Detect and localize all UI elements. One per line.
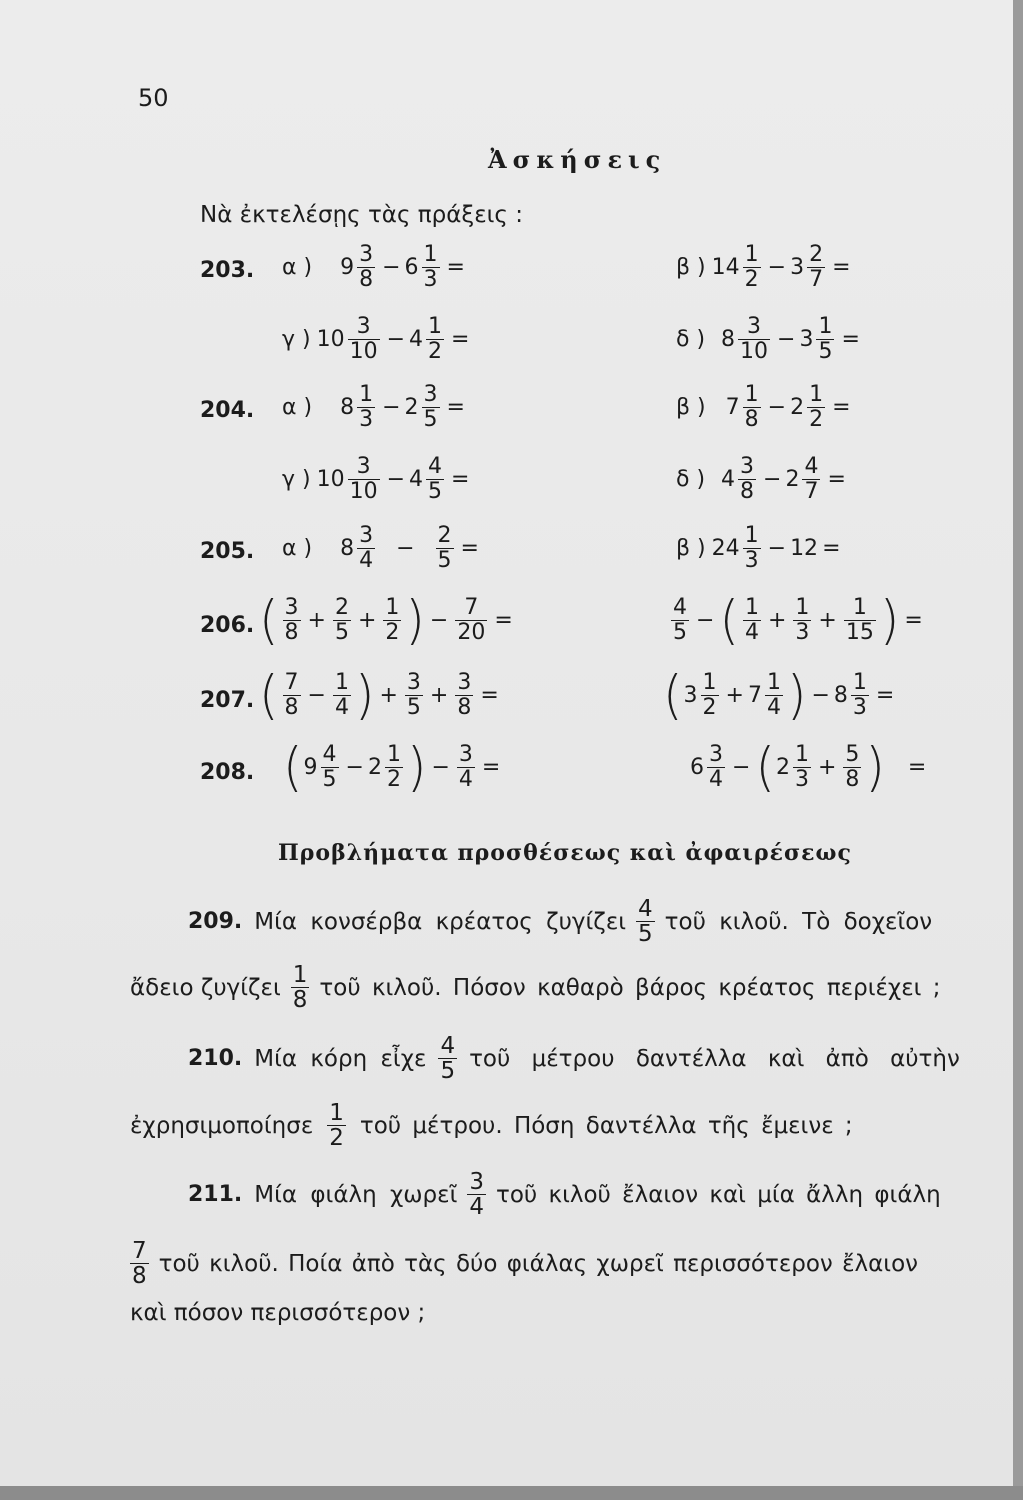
- operator: −: [763, 467, 782, 492]
- numerator: 4: [638, 896, 653, 922]
- exercise-number: 207.: [200, 688, 255, 713]
- operator: −: [382, 255, 401, 280]
- denominator: 15: [845, 619, 874, 645]
- operator: +: [817, 754, 837, 780]
- whole: 24: [711, 536, 740, 561]
- fraction: [130, 1239, 149, 1288]
- exercise-204-d: [676, 455, 850, 504]
- numerator: 7: [284, 669, 299, 695]
- fraction: [844, 596, 876, 645]
- equals-sign: =: [841, 327, 860, 352]
- fraction: [383, 596, 401, 645]
- problem-text: ἄδειο ζυγίζει: [130, 974, 281, 1001]
- operator: +: [725, 682, 744, 708]
- denominator: 5: [334, 619, 349, 645]
- denominator: 20: [457, 619, 486, 645]
- fraction: [405, 671, 423, 720]
- equals-sign: =: [875, 682, 895, 708]
- exercise-208-a: [282, 736, 504, 798]
- problem-text: τοῦ μέτρου. Πόση δαντέλλα τῆς ἔμεινε ;: [359, 1112, 853, 1139]
- numerator: 3: [457, 669, 472, 695]
- problems-title: Προβλήματα προσθέσεως καὶ ἀφαιρέσεως: [278, 840, 852, 866]
- equals-sign: =: [451, 327, 470, 352]
- numerator: 1: [852, 669, 867, 695]
- denominator: 8: [457, 694, 472, 720]
- numerator: 3: [359, 523, 374, 548]
- numerator: 1: [744, 242, 759, 267]
- numerator: 1: [766, 669, 781, 695]
- fraction: [802, 455, 820, 504]
- whole: 8: [833, 682, 848, 708]
- denominator: 3: [852, 694, 867, 720]
- fraction: [793, 596, 811, 645]
- denominator: 8: [845, 766, 860, 792]
- fraction: [738, 315, 770, 364]
- left-paren: (: [719, 589, 739, 651]
- denominator: 5: [638, 921, 653, 947]
- fraction: [807, 383, 825, 432]
- numerator: 3: [356, 314, 371, 339]
- problem-209-line-2: [130, 963, 940, 1012]
- whole: 4: [409, 327, 424, 352]
- denominator: 2: [329, 1125, 344, 1151]
- right-paren: ): [865, 736, 885, 798]
- operator: −: [396, 536, 415, 561]
- whole: 6: [404, 255, 419, 280]
- denominator: 3: [423, 267, 438, 292]
- part-label: γ ): [282, 467, 311, 492]
- fraction: [422, 243, 440, 292]
- fraction: [438, 1034, 457, 1083]
- fraction: [816, 315, 834, 364]
- operator: +: [429, 682, 449, 708]
- page-number: 50: [138, 84, 169, 112]
- operator: −: [386, 327, 406, 352]
- denominator: 7: [809, 267, 824, 292]
- numerator: 2: [334, 594, 349, 620]
- fraction: [422, 383, 440, 432]
- numerator: 4: [804, 454, 819, 479]
- problem-210-line-1: [188, 1034, 960, 1083]
- exercise-203-c: [282, 315, 473, 364]
- equals-sign: =: [494, 607, 513, 633]
- denominator: 5: [818, 339, 833, 364]
- problem-text: Μία κονσέρβα κρέατος ζυγίζει: [254, 908, 627, 935]
- equals-sign: =: [451, 467, 470, 492]
- exercise-number: 208.: [200, 760, 255, 785]
- fraction: [385, 743, 403, 792]
- denominator: 2: [386, 766, 401, 792]
- operator: −: [767, 395, 787, 420]
- exercise-203-a: [282, 243, 469, 292]
- numerator: 5: [845, 741, 860, 767]
- numerator: 1: [428, 314, 443, 339]
- fraction: [357, 383, 375, 432]
- fraction: [743, 243, 761, 292]
- problem-text: τοῦ κιλοῦ. Πόσον καθαρὸ βάρος κρέατος περιέχει ;: [319, 974, 941, 1001]
- fraction: [291, 963, 310, 1012]
- denominator: 5: [673, 619, 687, 645]
- fraction: [738, 455, 756, 504]
- fraction: [707, 743, 725, 792]
- right-paren: ): [879, 589, 900, 651]
- exercise-number: 206.: [200, 613, 255, 638]
- denominator: 4: [766, 694, 781, 720]
- numerator: 1: [702, 669, 717, 695]
- problem-number: 211.: [188, 1182, 243, 1207]
- denominator: 3: [795, 619, 810, 645]
- fraction: [743, 596, 761, 645]
- exercise-206-b: [668, 589, 927, 651]
- numerator: 4: [440, 1033, 456, 1059]
- fraction: [807, 243, 825, 292]
- fraction: [743, 524, 761, 573]
- numerator: 1: [818, 314, 833, 339]
- equals-sign: =: [904, 607, 923, 633]
- problem-text: Μία κόρη εἶχε: [254, 1045, 427, 1072]
- fraction: [743, 383, 761, 432]
- fraction: [333, 596, 351, 645]
- problem-text: τοῦ μέτρου δαντέλλα καὶ ἀπὸ αὐτὴν: [469, 1045, 960, 1072]
- denominator: 5: [406, 694, 421, 720]
- denominator: 8: [740, 479, 755, 504]
- whole: 8: [721, 327, 736, 352]
- whole: 7: [747, 682, 762, 708]
- denominator: 2: [744, 267, 759, 292]
- fraction: [348, 315, 380, 364]
- fraction: [636, 897, 655, 946]
- whole: 3: [799, 327, 814, 352]
- numerator: 3: [423, 382, 438, 407]
- numerator: 1: [852, 594, 867, 620]
- operator: −: [767, 255, 787, 280]
- operator: +: [818, 607, 837, 633]
- fraction: [851, 671, 869, 720]
- exercise-206-a: [258, 589, 517, 651]
- denominator: 4: [334, 694, 349, 720]
- operator: +: [379, 682, 398, 708]
- whole: 4: [721, 467, 736, 492]
- equals-sign: =: [822, 536, 841, 561]
- exercise-number: 204.: [200, 398, 255, 423]
- operator: −: [767, 536, 787, 561]
- numerator: 2: [437, 523, 452, 548]
- fraction: [348, 455, 380, 504]
- numerator: 1: [809, 382, 824, 407]
- fraction: [793, 743, 811, 792]
- whole: 14: [711, 255, 740, 280]
- whole: 8: [340, 536, 355, 561]
- exercise-203-d: [676, 315, 864, 364]
- whole: 2: [775, 754, 790, 780]
- left-paren: (: [259, 664, 279, 726]
- numerator: 1: [329, 1100, 344, 1126]
- scan-edge-bottom: [0, 1486, 1023, 1500]
- part-label: α ): [282, 536, 313, 561]
- numerator: 1: [334, 669, 349, 695]
- equals-sign: =: [480, 682, 499, 708]
- whole: 3: [683, 682, 698, 708]
- left-paren: (: [259, 589, 279, 651]
- operator: −: [429, 607, 449, 633]
- denominator: 5: [440, 1058, 456, 1084]
- denominator: 3: [744, 548, 759, 573]
- right-paren: ): [354, 664, 375, 726]
- denominator: 8: [284, 619, 299, 645]
- numerator: 1: [744, 382, 759, 407]
- numerator: 1: [794, 741, 809, 767]
- denominator: 4: [709, 766, 723, 792]
- fraction: [671, 596, 689, 645]
- fraction: [843, 743, 861, 792]
- denominator: 2: [809, 407, 824, 432]
- operator: −: [386, 467, 406, 492]
- operator: −: [307, 682, 326, 708]
- fraction: [455, 671, 473, 720]
- problem-211-line-3: καὶ πόσον περισσότερον ;: [130, 1300, 426, 1326]
- part-label: δ ): [676, 467, 706, 492]
- denominator: 3: [794, 766, 809, 792]
- fraction: [426, 455, 444, 504]
- operator: +: [307, 607, 326, 633]
- exercise-204-c: [282, 455, 473, 504]
- whole: 7: [725, 395, 740, 420]
- exercise-207-b: [662, 664, 898, 726]
- numerator: 3: [458, 741, 473, 767]
- exercise-207-a: [258, 664, 503, 726]
- fraction: [701, 671, 719, 720]
- fraction: [327, 1101, 346, 1150]
- denominator: 8: [744, 407, 759, 432]
- numerator: 3: [747, 314, 762, 339]
- right-paren: ): [406, 736, 427, 798]
- exercise-204-a: [282, 383, 469, 432]
- denominator: 4: [744, 619, 759, 645]
- right-paren: ): [405, 589, 425, 651]
- exercise-203-b: [676, 243, 855, 292]
- scan-edge-right: [1013, 0, 1023, 1500]
- problem-text: Μία φιάλη χωρεῖ: [254, 1181, 458, 1208]
- denominator: 2: [385, 619, 400, 645]
- operator: −: [696, 607, 715, 633]
- problem-number: 209.: [188, 909, 243, 934]
- operator: +: [767, 607, 787, 633]
- problem-211-line-1: [188, 1170, 941, 1219]
- numerator: 1: [385, 594, 400, 620]
- numerator: 4: [322, 741, 337, 767]
- fraction: [457, 743, 475, 792]
- equals-sign: =: [481, 754, 501, 780]
- numerator: 3: [406, 669, 421, 695]
- fraction: [357, 524, 375, 573]
- denominator: 5: [428, 479, 443, 504]
- fraction: [283, 671, 301, 720]
- problem-text: τοῦ κιλοῦ. Ποία ἀπὸ τὰς δύο φιάλας χωρεῖ περισσότερον ἔλαιον: [158, 1250, 918, 1277]
- numerator: 1: [386, 741, 401, 767]
- whole: 6: [690, 754, 704, 780]
- operator: −: [382, 395, 401, 420]
- numerator: 1: [744, 594, 759, 620]
- whole: 9: [340, 255, 355, 280]
- whole: 2: [367, 754, 382, 780]
- whole: 9: [303, 754, 318, 780]
- equals-sign: =: [827, 467, 846, 492]
- operator: −: [777, 327, 796, 352]
- denominator: 3: [359, 407, 374, 432]
- denominator: 4: [359, 548, 374, 573]
- problem-211-line-2: [130, 1239, 918, 1288]
- denominator: 10: [740, 339, 769, 364]
- whole: 2: [790, 395, 805, 420]
- problem-number: 210.: [188, 1046, 243, 1071]
- part-label: δ ): [676, 327, 706, 352]
- operator: −: [345, 754, 364, 780]
- numerator: 1: [292, 962, 308, 988]
- numerator: 1: [795, 594, 810, 620]
- exercise-208-b: [690, 736, 930, 798]
- left-paren: (: [755, 736, 775, 798]
- denominator: 10: [349, 479, 378, 504]
- numerator: 3: [709, 741, 723, 767]
- operator: −: [431, 754, 450, 780]
- numerator: 1: [359, 382, 374, 407]
- whole: 3: [790, 255, 805, 280]
- numerator: 1: [423, 242, 438, 267]
- operator: −: [732, 754, 751, 780]
- problem-209-line-1: [188, 897, 932, 946]
- whole: 10: [316, 467, 345, 492]
- numerator: 4: [673, 594, 687, 620]
- exercise-205-b: [676, 524, 845, 573]
- exercise-205-a: [282, 524, 483, 573]
- whole: 4: [409, 467, 424, 492]
- fraction: [467, 1170, 486, 1219]
- left-paren: (: [283, 736, 303, 798]
- section-title: Ἀσκήσεις: [488, 145, 667, 174]
- fraction: [283, 596, 301, 645]
- numerator: 3: [284, 594, 299, 620]
- whole: 10: [316, 327, 345, 352]
- equals-sign: =: [832, 395, 851, 420]
- fraction: [765, 671, 783, 720]
- whole: 12: [790, 536, 819, 561]
- denominator: 8: [359, 267, 374, 292]
- whole: 2: [404, 395, 419, 420]
- fraction: [357, 243, 375, 292]
- denominator: 2: [428, 339, 443, 364]
- numerator: 7: [132, 1238, 147, 1264]
- denominator: 5: [322, 766, 337, 792]
- numerator: 3: [356, 454, 371, 479]
- numerator: 3: [359, 242, 374, 267]
- denominator: 8: [284, 694, 299, 720]
- problem-text: ἐχρησιμοποίησε: [130, 1112, 314, 1139]
- problem-text: τοῦ κιλοῦ ἔλαιον καὶ μία ἄλλη φιάλη: [496, 1181, 941, 1208]
- part-label: α ): [282, 255, 313, 280]
- fraction: [333, 671, 351, 720]
- problem-text: τοῦ κιλοῦ. Τὸ δοχεῖον: [664, 908, 933, 935]
- equals-sign: =: [907, 754, 927, 780]
- operator: −: [811, 682, 830, 708]
- part-label: β ): [676, 536, 706, 561]
- part-label: β ): [676, 395, 706, 420]
- denominator: 10: [349, 339, 378, 364]
- left-paren: (: [663, 664, 683, 726]
- operator: +: [357, 607, 377, 633]
- fraction: [321, 743, 339, 792]
- whole: 8: [340, 395, 355, 420]
- fraction: [455, 596, 487, 645]
- numerator: 4: [428, 454, 443, 479]
- denominator: 4: [469, 1194, 484, 1220]
- exercise-204-b: [676, 383, 855, 432]
- numerator: 1: [744, 523, 759, 548]
- equals-sign: =: [832, 255, 851, 280]
- fraction: [426, 315, 444, 364]
- numerator: 2: [809, 242, 824, 267]
- denominator: 7: [804, 479, 819, 504]
- equals-sign: =: [460, 536, 479, 561]
- part-label: β ): [676, 255, 706, 280]
- exercise-number: 205.: [200, 539, 255, 564]
- denominator: 5: [423, 407, 438, 432]
- denominator: 8: [132, 1263, 147, 1289]
- numerator: 7: [464, 594, 479, 620]
- equals-sign: =: [446, 255, 465, 280]
- part-label: γ ): [282, 327, 311, 352]
- denominator: 5: [437, 548, 452, 573]
- denominator: 8: [292, 987, 308, 1013]
- denominator: 2: [702, 694, 717, 720]
- whole: 2: [785, 467, 800, 492]
- exercise-number: 203.: [200, 258, 255, 283]
- part-label: α ): [282, 395, 313, 420]
- fraction: [436, 524, 454, 573]
- instruction-text: Νὰ ἐκτελέσῃς τὰς πράξεις :: [200, 202, 523, 228]
- numerator: 3: [740, 454, 755, 479]
- equals-sign: =: [446, 395, 465, 420]
- numerator: 3: [469, 1169, 484, 1195]
- right-paren: ): [786, 664, 807, 726]
- problem-210-line-2: [130, 1101, 853, 1150]
- denominator: 4: [458, 766, 473, 792]
